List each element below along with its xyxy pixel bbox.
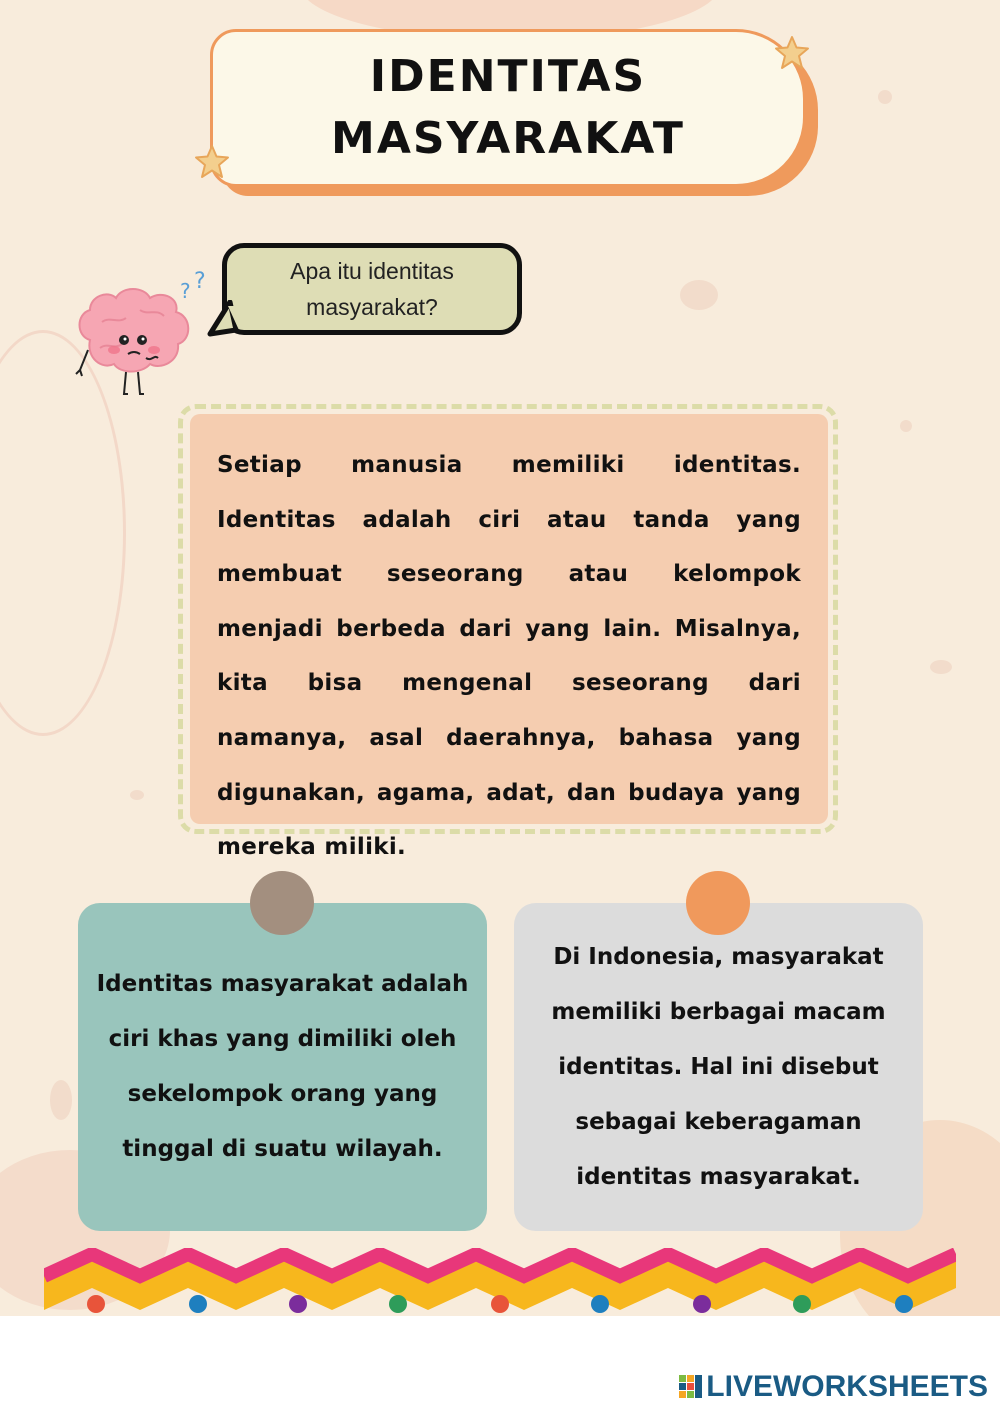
card-left-text [83, 957, 483, 1177]
card-right-text [537, 930, 899, 1205]
star-icon [774, 35, 810, 71]
star-icon [194, 144, 230, 180]
brain-character-icon [70, 270, 220, 400]
title-banner [210, 29, 806, 187]
background-speck [680, 280, 718, 310]
card-left-line: Identitas masyarakat adalah [96, 971, 469, 997]
title-line-2: MASYARAKAT [331, 113, 685, 164]
card-left-line: ciri khas yang dimiliki oleh [108, 1026, 457, 1052]
liveworksheets-brand [678, 1370, 988, 1404]
speech-bubble [222, 243, 522, 335]
zigzag-border [44, 1248, 956, 1316]
card-left-line: sekelompok orang yang [127, 1081, 438, 1107]
brand-name: LIVEWORKSHEETS [706, 1370, 988, 1403]
card-pin-dot [686, 871, 750, 935]
background-speck [878, 90, 892, 104]
bubble-line-2: masyarakat? [306, 294, 438, 320]
main-paragraph: Setiap manusia memiliki identitas. Identitas adalah ciri atau tanda yang membuat seseorang atau kelompok menjadi berbeda dari yang lain. Misalnya, kita bisa mengenal seseorang dari namanya, asal daerahnya, bahasa yang digunakan, agama, adat, dan budaya yang mereka miliki. [217, 452, 801, 861]
liveworksheets-logo-icon [678, 1374, 704, 1400]
title-line-1: IDENTITAS [369, 51, 647, 102]
svg-text:?: ? [180, 279, 191, 303]
card-right-line: memiliki berbagai macam [551, 998, 886, 1025]
main-text-box [190, 414, 828, 861]
card-identity-definition [78, 903, 487, 1231]
card-left-line: tinggal di suatu wilayah. [122, 1136, 443, 1162]
question-mark-icon [180, 270, 206, 303]
card-right-line: identitas. Hal ini disebut [558, 1053, 879, 1080]
background-speck [130, 790, 144, 800]
background-speck [50, 1080, 72, 1120]
bubble-line-1: Apa itu identitas [290, 258, 454, 284]
svg-text:?: ? [194, 270, 206, 294]
card-right-line: sebagai keberagaman [575, 1108, 862, 1135]
card-indonesia-diversity [514, 903, 923, 1231]
card-right-line: identitas masyarakat. [576, 1163, 861, 1190]
speech-bubble-tail [206, 300, 240, 340]
background-speck [930, 660, 952, 674]
card-pin-dot [250, 871, 314, 935]
background-speck [900, 420, 912, 432]
card-right-line: Di Indonesia, masyarakat [553, 943, 884, 970]
